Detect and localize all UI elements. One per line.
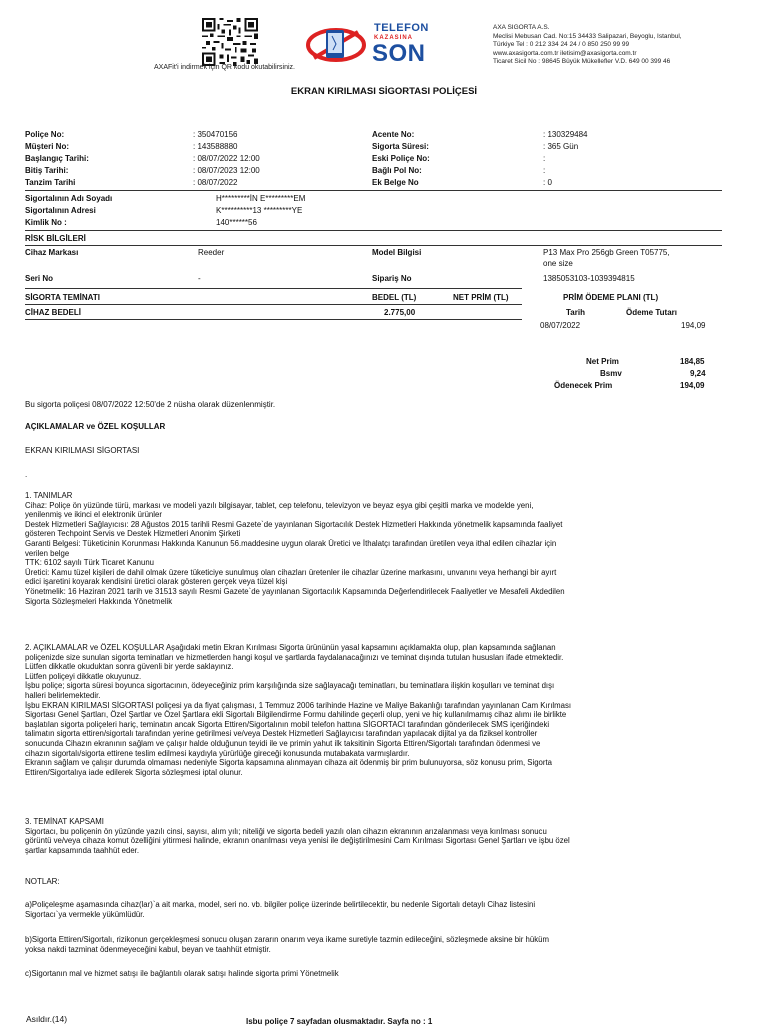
text-line: gösteren Techpoint Servis ve Destek Hizmetleri Anonim Şirketi — [25, 529, 241, 539]
serial-label: Seri No — [25, 274, 54, 283]
document-title: EKRAN KIRILMASI SİGORTASI POLİÇESİ — [290, 86, 478, 97]
divider — [25, 245, 722, 246]
addendum-value: : 0 — [543, 178, 552, 187]
text-line: Ekranın sağlam ve çalışır durumda olmaması nedeniyle Sigorta kapsamına alınmayan cihaza ait ödenmiş bir prim bulunuyorsa, söz konusu prim, Sigorta — [25, 758, 552, 768]
end-date-value: : 08/07/2023 12:00 — [193, 166, 260, 175]
payment-amount-header: Ödeme Tutarı — [626, 308, 677, 317]
insured-address-value: K**********13 *********YE — [216, 206, 303, 215]
coverage-heading: SİGORTA TEMİNATI — [25, 293, 100, 302]
customer-no-value: : 143588880 — [193, 142, 238, 151]
text-line: Lütfen dikkatle okuduktan sonra güvenli bir yerde saklayınız. — [25, 662, 234, 672]
text-line: yenilenmiş ve ikinci el elektronik ürünler — [25, 510, 162, 520]
insured-name-value: H*********İN E*********EM — [216, 194, 306, 203]
text-line: şartlar kapsamında taahhüt eder. — [25, 845, 139, 855]
policy-no-label: Poliçe No: — [25, 130, 65, 139]
text-line: poliçenizde size sunulan sigorta teminatları ve hizmetlerden hangi koşul ve şartlarda faydalanacağınızı ve teminat dışında tutulan hususları ifade etmektedir. — [25, 652, 564, 662]
text-line: 2. AÇIKLAMALAR ve ÖZEL KOŞULLAR Aşağıdaki metin Ekran Kırılması Sigorta ürününün yasal kapsamını açıklamakta olup, plan kapsamında sağlanan — [25, 643, 556, 652]
text-line: Sigortacı, bu poliçenin ön yüzünde yazılı cinsi, sayısı, alım yılı; niteliği ve sigorta bedeli yazılı olan cihazın ekranının arızalanması veya kırılması sonucu — [25, 826, 547, 836]
net-premium-value: 184,85 — [680, 357, 705, 366]
agency-no-value: : 130329484 — [543, 130, 588, 139]
payment-row-date: 08/07/2022 — [540, 321, 581, 330]
product-name: EKRAN KIRILMASI SİGORTASI — [25, 446, 140, 455]
section-definitions — [25, 491, 720, 606]
device-brand-label: Cihaz Markası — [25, 248, 79, 257]
separator-dot: . — [25, 470, 28, 479]
text-line: başlatılan sigorta poliçeleri hariç, teminatın ancak Sigorta Ettiren/Sigortalının mobil telefon hattına SİGORTACI tarafından gönderilecek SMS içeriğindeki — [25, 719, 550, 729]
logo-line1: TELEFON — [374, 22, 429, 34]
model-value-line1: P13 Max Pro 256gb Green T05775, — [543, 248, 670, 257]
text-line: c)Sigortanın mal ve hizmet satışı ile bağlantılı olarak satışı halinde sigorta primi Yönetmelik — [25, 969, 339, 978]
text-line: cihazın sigortalı/sigorta ettirene teslim edilmesi kaydıyla yürürlüğe gireceği konusunda mutabakata varmışlardır. — [25, 748, 410, 758]
insured-address-label: Sigortalının Adresi — [25, 206, 96, 215]
qr-code[interactable] — [202, 18, 258, 66]
start-date-label: Başlangıç Tarihi: — [25, 154, 89, 163]
text-line: Garanti Belgesi: Tüketicinin Korunması Hakkında Kanunun 56.maddesine uygun olarak Üretici ve İthalatçı tarafından üretilen veya ithal edilen cihazlar için — [25, 538, 557, 548]
device-value-label: CİHAZ BEDELİ — [25, 308, 81, 317]
text-line: edici işaretini koyarak kendisini üretici olarak gösteren gerçek veya tüzel kişi — [25, 577, 288, 587]
text-line: İşbu poliçe; sigorta süresi boyunca sigortacının, ödeyeceğiniz prim karşılığında size sağlayacağı teminatları, bu teminatlara ilişkin koşulları ve teminat dışı — [25, 681, 555, 691]
company-line: Meclisi Mebusan Cad. No:15 34433 Salipazari, Beyoglu, Istanbul, — [493, 32, 682, 40]
notes-title: NOTLAR: — [25, 877, 60, 886]
text-line: Sigortacı`ya vermekle yükümlüdür. — [25, 909, 145, 919]
start-date-value: : 08/07/2022 12:00 — [193, 154, 260, 163]
device-brand-value: Reeder — [198, 248, 225, 257]
company-line[interactable]: www.axasigorta.com.tr iletisim@axasigorta.com.tr — [493, 49, 637, 57]
telefon-kazasina-son-logo — [306, 22, 466, 70]
linked-policy-value: : — [543, 166, 546, 175]
duration-value: : 365 Gün — [543, 142, 579, 151]
end-date-label: Bitiş Tarihi: — [25, 166, 69, 175]
company-line: AXA SIGORTA A.S. — [493, 24, 550, 31]
company-line: Türkiye Tel : 0 212 334 24 24 / 0 850 250 99 99 — [493, 41, 630, 49]
coverage-net-header: NET PRİM (TL) — [453, 293, 509, 302]
coverage-bedel-header: BEDEL (TL) — [372, 293, 417, 302]
order-value: 1385053103-1039394815 — [543, 274, 635, 283]
company-info — [493, 24, 763, 67]
text-line: b)Sigorta Ettiren/Sigortalı, rizikonun gerçekleşmesi sonucu oluşan zararın onarım veya ikame suretiyle tazmin edileceğini, sözleşmede aksine bir hüküm — [25, 935, 549, 944]
section-title: 3. TEMİNAT KAPSAMI — [25, 817, 104, 826]
text-line: TTK: 6102 sayılı Türk Ticaret Kanunu — [25, 558, 154, 568]
duration-label: Sigorta Süresi: — [372, 142, 429, 151]
text-line: Cihaz: Poliçe ön yüzünde türü, markası ve modeli yazılı bilgisayar, tablet, cep telefonu, televizyon ve beyaz eşya gibi çeşitli marka ve modelde yeni, — [25, 500, 534, 510]
old-policy-value: : — [543, 154, 546, 163]
linked-policy-label: Bağlı Pol No: — [372, 166, 422, 175]
agency-no-label: Acente No: — [372, 130, 415, 139]
issue-date-value: : 08/07/2022 — [193, 178, 238, 187]
payable-premium-value: 194,09 — [680, 381, 705, 390]
issue-date-label: Tanzim Tarihi — [25, 178, 76, 187]
customer-no-label: Müşteri No: — [25, 142, 69, 151]
text-line: Destek Hizmetleri Sağlayıcısı: 28 Ağustos 2015 tarihli Resmi Gazete`de yayınlanan Sigortacılık Destek Hizmetleri Hakkında yönetmelik kapsamında faaliyet — [25, 519, 563, 529]
page-count-note: Isbu poliçe 7 sayfadan olusmaktadır. Sayfa no : 1 — [246, 1017, 433, 1026]
original-copy-mark: Asıldır.(14) — [26, 1014, 68, 1024]
text-line: Yönetmelik: 16 Haziran 2021 tarih ve 31513 sayılı Resmi Gazete`de yayınlanan Sigortacılık Kapsamında Değerlendirilecek Faaliyetler ve Mesafeli Akdedilen — [25, 586, 565, 596]
old-policy-label: Eski Poliçe No: — [372, 154, 430, 163]
note-a — [25, 900, 720, 919]
order-label: Sipariş No — [372, 274, 412, 283]
text-line: halleri belirlemektedir. — [25, 690, 101, 700]
explanations-heading: AÇIKLAMALAR ve ÖZEL KOŞULLAR — [25, 422, 166, 431]
text-line: Üretici: Kamu tüzel kişileri de dahil olmak üzere tüketiciye sunulmuş olan cihazları üretenler ile cihazlar üzerine markasını, unvanını veya herhangi bir ayırt — [25, 567, 557, 577]
company-line: Ticaret Sicil No : 98645 Büyük Mükellefler V.D. 649 00 399 46 — [493, 58, 671, 66]
divider — [25, 230, 722, 231]
serial-value: - — [198, 274, 201, 283]
logo-line3: SON — [372, 40, 426, 67]
section-explanations — [25, 643, 720, 777]
note-c — [25, 969, 720, 979]
phone-shield-icon — [306, 22, 370, 68]
text-line: yoksa nakdi tazminat ödenmeyeceğini kabul, beyan ve taahhüt etmiştir. — [25, 944, 271, 954]
insured-name-label: Sigortalının Adı Soyadı — [25, 194, 113, 203]
device-value-amount: 2.775,00 — [384, 308, 416, 317]
divider — [25, 190, 722, 191]
payment-plan-heading: PRİM ÖDEME PLANI (TL) — [563, 293, 659, 302]
text-line: Sigorta Sözleşmeleri Hakkında Yönetmelik — [25, 596, 173, 606]
qr-caption: AXAFit'i indirmek için QR kodu okutabilirsiniz. — [154, 64, 295, 71]
logo-line2: KAZASINA — [374, 35, 413, 41]
payment-date-header: Tarih — [566, 308, 585, 317]
section-title: 1. TANIMLAR — [25, 491, 73, 500]
text-line: verilen belge — [25, 548, 70, 558]
payment-row-amount: 194,09 — [681, 321, 706, 330]
payable-premium-label: Ödenecek Prim — [554, 381, 613, 390]
text-line: Lütfen poliçeyi dikkatle okuyunuz. — [25, 671, 142, 681]
text-line: görüntü ve/veya cihaza komut özelliğini yitirmesi halinde, ekranın onarılması veya yenisi ile değiştirilmesini Cam Kırılması Sigortası Genel Şartları ve işbu özel — [25, 836, 570, 846]
policy-no-value: : 350470156 — [193, 130, 238, 139]
divider — [25, 288, 522, 289]
model-value-line2: one size — [543, 259, 573, 268]
id-no-value: 140******56 — [216, 218, 257, 227]
section-coverage-scope — [25, 817, 720, 855]
id-no-label: Kimlik No : — [25, 218, 67, 227]
net-premium-label: Net Prim — [586, 357, 619, 366]
text-line: Sigortası Genel Şartları, Özel Şartlar ve Özel Şartlara ekli Sigortalı Bilgilendirme Formu dahilinde geçerli olup, yeni ve hiç kullanılmamış cihaz alımı ile birlikte — [25, 710, 567, 720]
risk-heading: RİSK BİLGİLERİ — [25, 234, 86, 243]
model-label: Model Bilgisi — [372, 248, 422, 257]
bsmv-label: Bsmv — [600, 369, 622, 378]
text-line: İşbu EKRAN KIRILMASI SİGORTASI poliçesi ya da fiyat çalışması, 1 Temmuz 2006 tarihinde Hazine ve Maliye Bakanlığı tarafından yayınlanan Cam Kırılması — [25, 700, 572, 710]
bsmv-value: 9,24 — [690, 369, 706, 378]
addendum-label: Ek Belge No — [372, 178, 419, 187]
issued-statement: Bu sigorta poliçesi 08/07/2022 12:50'de 2 nüsha olarak düzenlenmiştir. — [25, 400, 276, 409]
text-line: a)Poliçeleşme aşamasında cihaz(lar)`a ait marka, model, seri no. vb. bilgiler poliçe üzerinde belirtilecektir, bu nedenle Sigortalı detaylı Cihaz listesini — [25, 900, 536, 909]
text-line: Ettiren/Sigortalıya iade edilerek Sigorta sözleşmesi iptal olunur. — [25, 767, 243, 777]
text-line: talimatın sigorta ettiren/sigortalı tarafından yerine getirilmesi ve/veya Destek Hizmetleri Sağlayıcısı tarafından yapılacak dijital ya da fiziksel kontroller — [25, 729, 538, 739]
divider — [25, 304, 522, 305]
divider — [25, 319, 522, 320]
note-b — [25, 935, 720, 954]
text-line: sonucunda Cihazın ekranının sağlam ve çalışır halde olduğunun teyidi ile ve primin yahut ilk taksitinin Sigorta Ettiren/Sigortalı tarafından ödenmesi ve — [25, 738, 541, 748]
